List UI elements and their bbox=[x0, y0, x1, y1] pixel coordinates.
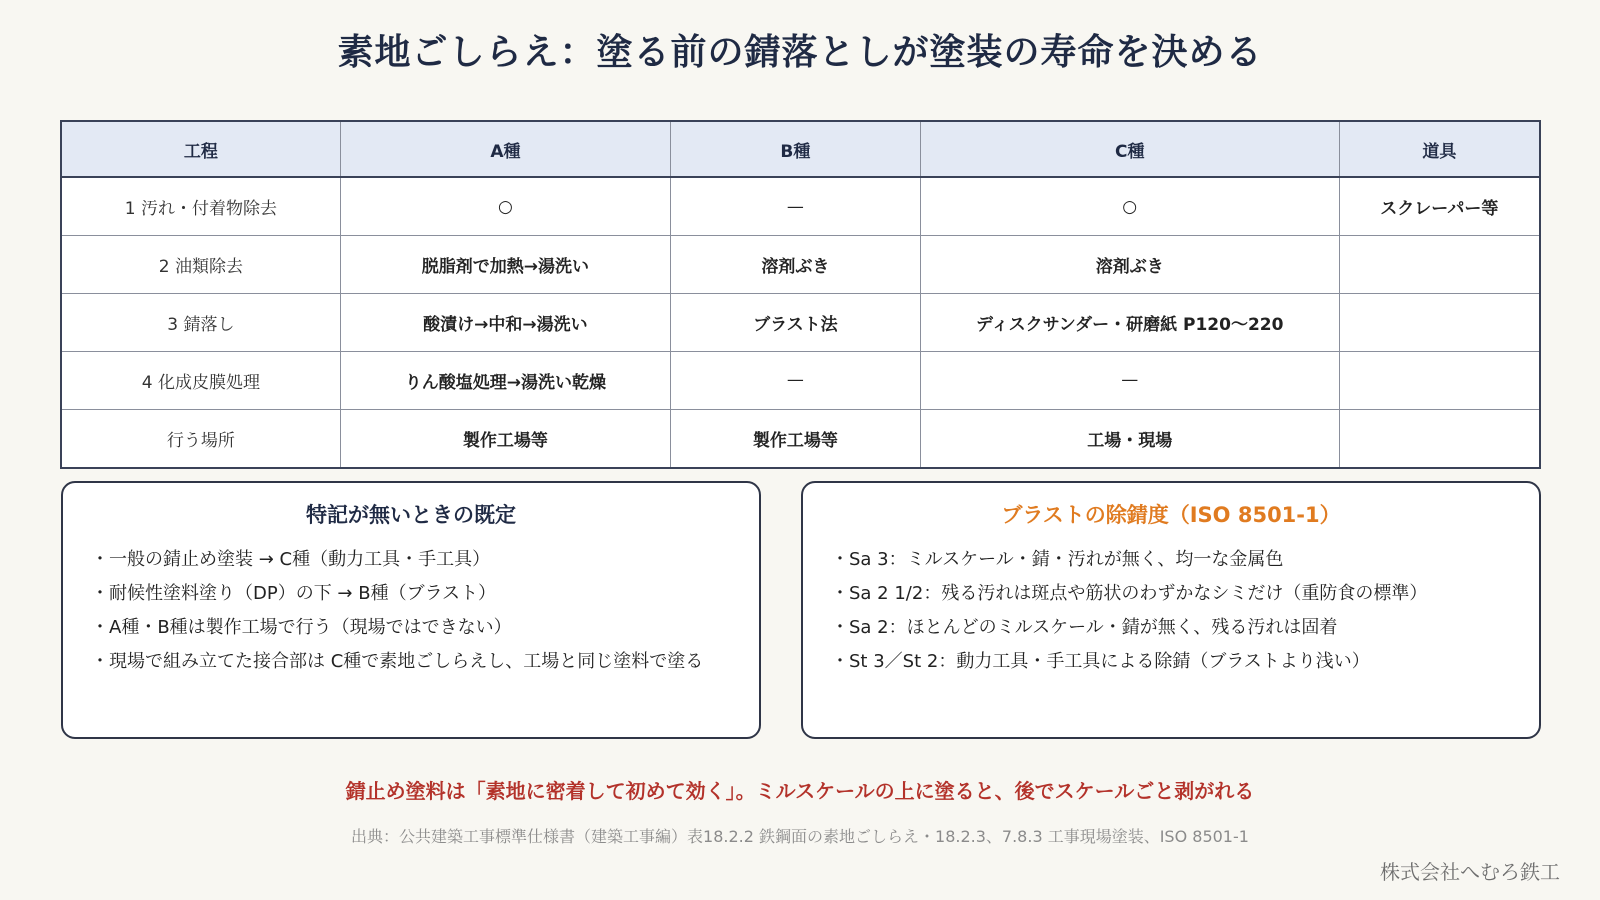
table-cell bbox=[1339, 351, 1540, 409]
table-cell: 製作工場等 bbox=[340, 409, 670, 468]
table-cell: 脱脂剤で加熱→湯洗い bbox=[340, 236, 670, 294]
table-cell: 酸漬け→中和→湯洗い bbox=[340, 294, 670, 352]
table-cell: — bbox=[671, 351, 921, 409]
table-cell: — bbox=[920, 351, 1339, 409]
list-item: ・A種・B種は製作工場で行う（現場ではできない） bbox=[91, 617, 512, 638]
list-item: ・St 3／St 2：動力工具・手工具による除錆（ブラストより浅い） bbox=[831, 651, 1370, 672]
table-cell: スクレーパー等 bbox=[1339, 177, 1540, 236]
table-header-row bbox=[61, 121, 1540, 177]
header-process: 工程 bbox=[61, 121, 340, 177]
source-citation: 出典：公共建築工事標準仕様書（建築工事編）表18.2.2 鉄鋼面の素地ごしらえ・18.2.3、7.8.3 工事現場塗装、ISO 8501-1 bbox=[351, 827, 1249, 846]
page-title: 素地ごしらえ：塗る前の錆落としが塗装の寿命を決める bbox=[337, 32, 1263, 73]
table-cell: 製作工場等 bbox=[671, 409, 921, 468]
defaults-list bbox=[63, 543, 759, 679]
list-item: ・Sa 2 1/2：残る汚れは斑点や筋状のわずかなシミだけ（重防食の標準） bbox=[831, 583, 1428, 604]
table-cell: ○ bbox=[340, 177, 670, 236]
table-cell: — bbox=[671, 177, 921, 236]
table-row bbox=[61, 177, 1540, 236]
table-cell: 1 汚れ・付着物除去 bbox=[61, 177, 340, 236]
company-name: 株式会社へむろ鉄工 bbox=[1380, 860, 1560, 884]
table-cell: 3 錆落し bbox=[61, 294, 340, 352]
table-cell: 2 油類除去 bbox=[61, 236, 340, 294]
table-cell: ○ bbox=[920, 177, 1339, 236]
header-type-a: A種 bbox=[340, 121, 670, 177]
table-cell: ディスクサンダー・研磨紙 P120～220 bbox=[920, 294, 1339, 352]
blast-grade-panel bbox=[801, 481, 1541, 739]
header-type-c: C種 bbox=[920, 121, 1339, 177]
list-item: ・Sa 3：ミルスケール・錆・汚れが無く、均一な金属色 bbox=[831, 549, 1284, 570]
table-row bbox=[61, 294, 1540, 352]
list-item: ・Sa 2：ほとんどのミルスケール・錆が無く、残る汚れは固着 bbox=[831, 617, 1338, 638]
table-cell: 行う場所 bbox=[61, 409, 340, 468]
table-row bbox=[61, 351, 1540, 409]
table-cell: 溶剤ぶき bbox=[671, 236, 921, 294]
table-cell: ブラスト法 bbox=[671, 294, 921, 352]
table-cell bbox=[1339, 294, 1540, 352]
table-cell bbox=[1339, 236, 1540, 294]
process-table bbox=[60, 120, 1541, 469]
table-row bbox=[61, 409, 1540, 468]
table-cell: 工場・現場 bbox=[920, 409, 1339, 468]
table-cell: 4 化成皮膜処理 bbox=[61, 351, 340, 409]
blast-grade-list bbox=[803, 543, 1539, 679]
key-note: 錆止め塗料は「素地に密着して初めて効く」。ミルスケールの上に塗ると、後でスケールごと剥がれる bbox=[345, 779, 1255, 803]
table-cell: りん酸塩処理→湯洗い乾燥 bbox=[340, 351, 670, 409]
list-item: ・一般の錆止め塗装 → C種（動力工具・手工具） bbox=[91, 549, 491, 570]
defaults-title: 特記が無いときの既定 bbox=[306, 503, 516, 527]
header-type-b: B種 bbox=[671, 121, 921, 177]
header-tools: 道具 bbox=[1339, 121, 1540, 177]
list-item: ・現場で組み立てた接合部は C種で素地ごしらえし、工場と同じ塗料で塗る bbox=[91, 651, 704, 672]
table-cell bbox=[1339, 409, 1540, 468]
defaults-panel bbox=[61, 481, 761, 739]
table-row bbox=[61, 236, 1540, 294]
blast-grade-title: ブラストの除錆度（ISO 8501-1） bbox=[1001, 503, 1341, 527]
table-cell: 溶剤ぶき bbox=[920, 236, 1339, 294]
list-item: ・耐候性塗料塗り（DP）の下 → B種（ブラスト） bbox=[91, 583, 497, 604]
